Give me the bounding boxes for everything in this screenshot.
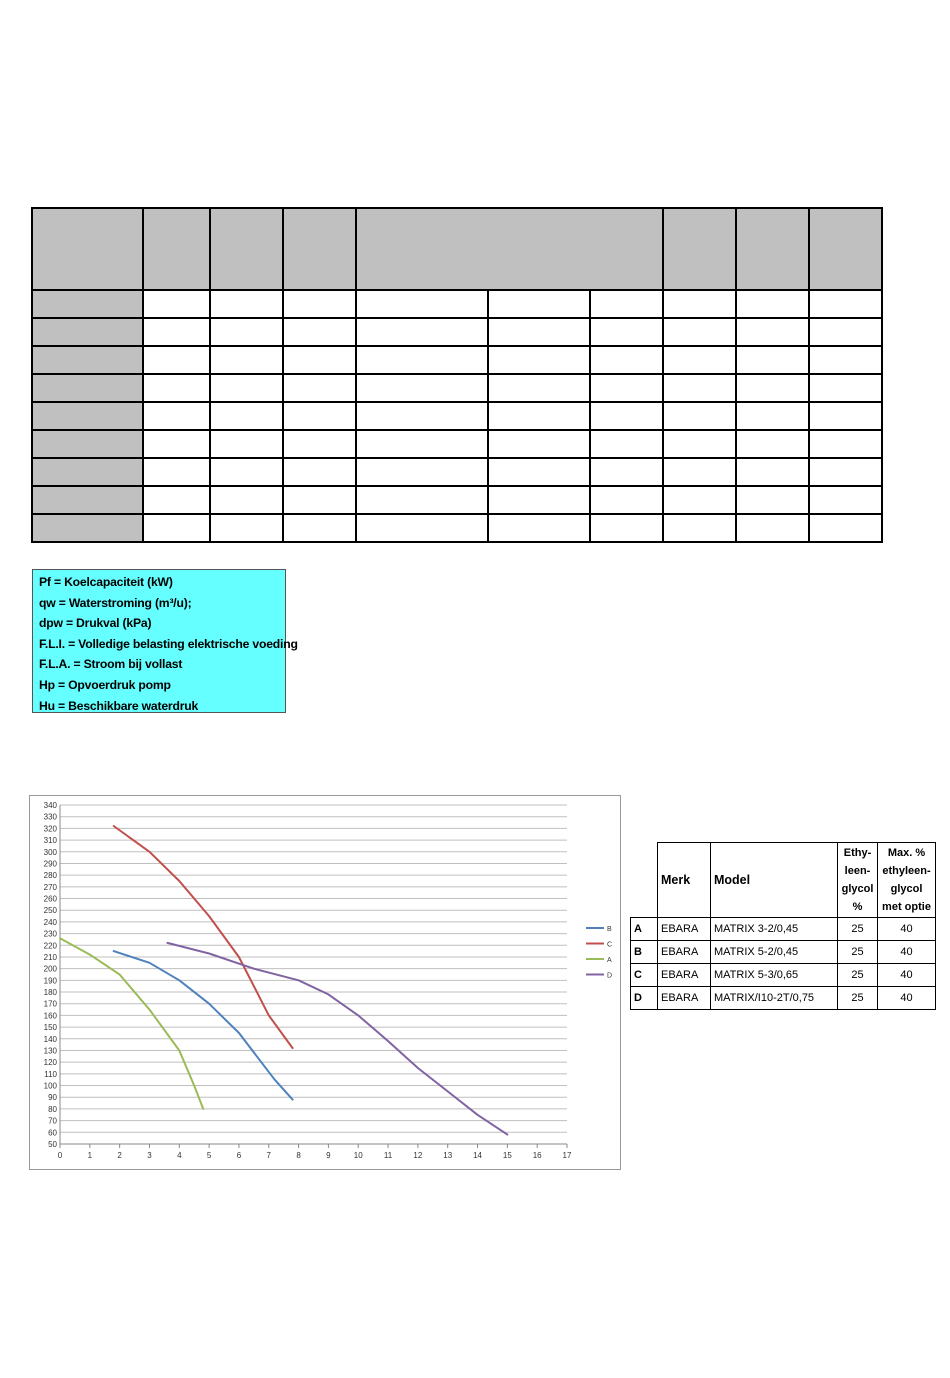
legend-label-D: D — [607, 972, 613, 980]
y-tick-label: 260 — [43, 894, 57, 904]
pump-merk: EBARA — [658, 941, 711, 964]
header-line: leen- — [844, 865, 871, 877]
y-tick-label: 110 — [44, 1069, 57, 1079]
y-tick-label: 80 — [48, 1104, 57, 1114]
legend-line-qw-text: qw = Waterstroming (m³/u); — [39, 595, 192, 610]
legend-label-C: C — [607, 941, 613, 949]
header-cell — [143, 208, 210, 290]
y-tick-label: 60 — [48, 1128, 57, 1138]
y-tick-label: 200 — [43, 964, 57, 974]
header-cell — [356, 208, 663, 290]
table-row — [631, 941, 936, 964]
x-tick-label: 8 — [296, 1151, 301, 1160]
pump-code: B — [631, 941, 658, 964]
pump-table-header-row — [631, 843, 936, 918]
header-max-ethyleen-glycol — [878, 843, 936, 918]
y-tick-label: 50 — [48, 1140, 57, 1149]
header-line: met optie — [882, 901, 931, 913]
y-tick-label: 170 — [43, 999, 57, 1009]
pump-curve-chart — [29, 795, 621, 1170]
x-tick-label: 1 — [87, 1151, 93, 1160]
pump-max-glycol: 40 — [878, 964, 936, 987]
header-cell — [663, 208, 736, 290]
header-merk: Merk — [658, 843, 711, 918]
spec-table-header-row — [32, 208, 882, 290]
y-tick-label: 300 — [43, 847, 57, 857]
header-line: % — [852, 901, 863, 913]
legend-line-hu: Hu = Beschikbare waterdruk — [39, 698, 199, 713]
abbreviation-legend-box — [32, 569, 298, 713]
y-tick-label: 250 — [43, 906, 57, 916]
pump-max-glycol: 40 — [878, 918, 936, 941]
y-tick-label: 160 — [43, 1011, 57, 1021]
table-row — [631, 987, 936, 1010]
x-tick-label: 13 — [443, 1151, 453, 1160]
pump-glycol: 25 — [838, 941, 878, 964]
pump-model: MATRIX/I10-2T/0,75 — [711, 987, 838, 1010]
pump-max-glycol: 40 — [878, 987, 936, 1010]
header-cell — [210, 208, 283, 290]
pump-table — [630, 842, 936, 1010]
pump-code: A — [631, 918, 658, 941]
legend-line-fli: F.L.I. = Volledige belasting elektrische voeding — [39, 636, 298, 651]
y-tick-label: 180 — [43, 988, 57, 998]
pump-glycol: 25 — [838, 987, 878, 1010]
y-tick-label: 150 — [43, 1023, 57, 1033]
y-tick-label: 340 — [43, 801, 57, 810]
pump-code: D — [631, 987, 658, 1010]
pump-model: MATRIX 3-2/0,45 — [711, 918, 838, 941]
y-tick-label: 190 — [43, 976, 57, 986]
y-tick-label: 310 — [43, 836, 57, 846]
legend-label-A: A — [607, 957, 612, 964]
pump-merk: EBARA — [658, 987, 711, 1010]
y-tick-label: 100 — [43, 1081, 57, 1091]
table-row — [631, 964, 936, 987]
y-tick-label: 120 — [43, 1058, 57, 1068]
legend-line-dpw: dpw = Drukval (kPa) — [39, 616, 152, 631]
x-tick-label: 6 — [236, 1151, 242, 1160]
table-row — [32, 346, 882, 374]
pump-model: MATRIX 5-2/0,45 — [711, 941, 838, 964]
x-tick-label: 16 — [532, 1151, 542, 1160]
y-tick-label: 330 — [43, 812, 57, 822]
header-cell — [736, 208, 809, 290]
legend-line-hp: Hp = Opvoerdruk pomp — [39, 677, 171, 692]
table-row — [32, 374, 882, 402]
legend-line-pf: Pf = Koelcapaciteit (kW) — [39, 575, 173, 589]
x-tick-label: 11 — [383, 1151, 393, 1160]
pump-curve-chart-svg — [30, 796, 620, 1169]
table-row — [32, 430, 882, 458]
y-tick-label: 270 — [43, 882, 57, 892]
table-row — [631, 918, 936, 941]
x-tick-label: 0 — [57, 1151, 63, 1160]
header-ethyleen-glycol — [838, 843, 878, 918]
legend-line-qw — [39, 593, 285, 614]
header-line: glycol — [890, 883, 923, 895]
x-tick-label: 15 — [502, 1151, 512, 1160]
header-cell — [809, 208, 882, 290]
pump-merk: EBARA — [658, 918, 711, 941]
spec-table — [31, 207, 883, 543]
y-tick-label: 70 — [48, 1116, 57, 1126]
pump-glycol: 25 — [838, 964, 878, 987]
header-model: Model — [711, 843, 838, 918]
header-line: Ethy- — [843, 847, 872, 859]
header-line: glycol — [841, 883, 874, 895]
header-line: Max. % — [887, 847, 926, 859]
pump-merk: EBARA — [658, 964, 711, 987]
x-tick-label: 14 — [473, 1151, 482, 1160]
x-tick-label: 10 — [353, 1151, 363, 1160]
y-tick-label: 240 — [43, 917, 57, 927]
x-tick-label: 3 — [147, 1151, 152, 1160]
pump-code: C — [631, 964, 658, 987]
series-line-A — [60, 938, 203, 1109]
header-line: ethyleen- — [882, 865, 931, 877]
y-tick-label: 90 — [48, 1093, 57, 1103]
y-tick-label: 290 — [43, 859, 57, 869]
x-tick-label: 9 — [326, 1151, 331, 1160]
header-cell — [283, 208, 356, 290]
y-tick-label: 320 — [43, 824, 57, 834]
x-tick-label: 7 — [266, 1151, 271, 1160]
legend-label-B: B — [607, 926, 612, 933]
table-row — [32, 290, 882, 318]
table-row — [32, 514, 882, 542]
y-tick-label: 130 — [43, 1046, 57, 1056]
x-tick-label: 2 — [117, 1151, 122, 1160]
header-cell — [32, 208, 143, 290]
pump-model: MATRIX 5-3/0,65 — [711, 964, 838, 987]
pump-max-glycol: 40 — [878, 941, 936, 964]
legend-line-fla: F.L.A. = Stroom bij vollast — [39, 657, 183, 672]
table-row — [32, 318, 882, 346]
header-cell-empty — [631, 843, 658, 918]
pump-glycol: 25 — [838, 918, 878, 941]
y-tick-label: 280 — [43, 871, 57, 881]
series-line-C — [114, 826, 293, 1048]
y-tick-label: 220 — [43, 941, 57, 951]
x-tick-label: 17 — [562, 1151, 572, 1160]
x-tick-label: 4 — [177, 1151, 182, 1160]
x-tick-label: 12 — [413, 1151, 423, 1160]
y-tick-label: 230 — [43, 929, 57, 939]
y-tick-label: 210 — [43, 952, 57, 962]
table-row — [32, 486, 882, 514]
x-tick-label: 5 — [206, 1151, 212, 1160]
table-row — [32, 458, 882, 486]
table-row — [32, 402, 882, 430]
series-line-B — [114, 951, 293, 1100]
y-tick-label: 140 — [43, 1034, 57, 1044]
